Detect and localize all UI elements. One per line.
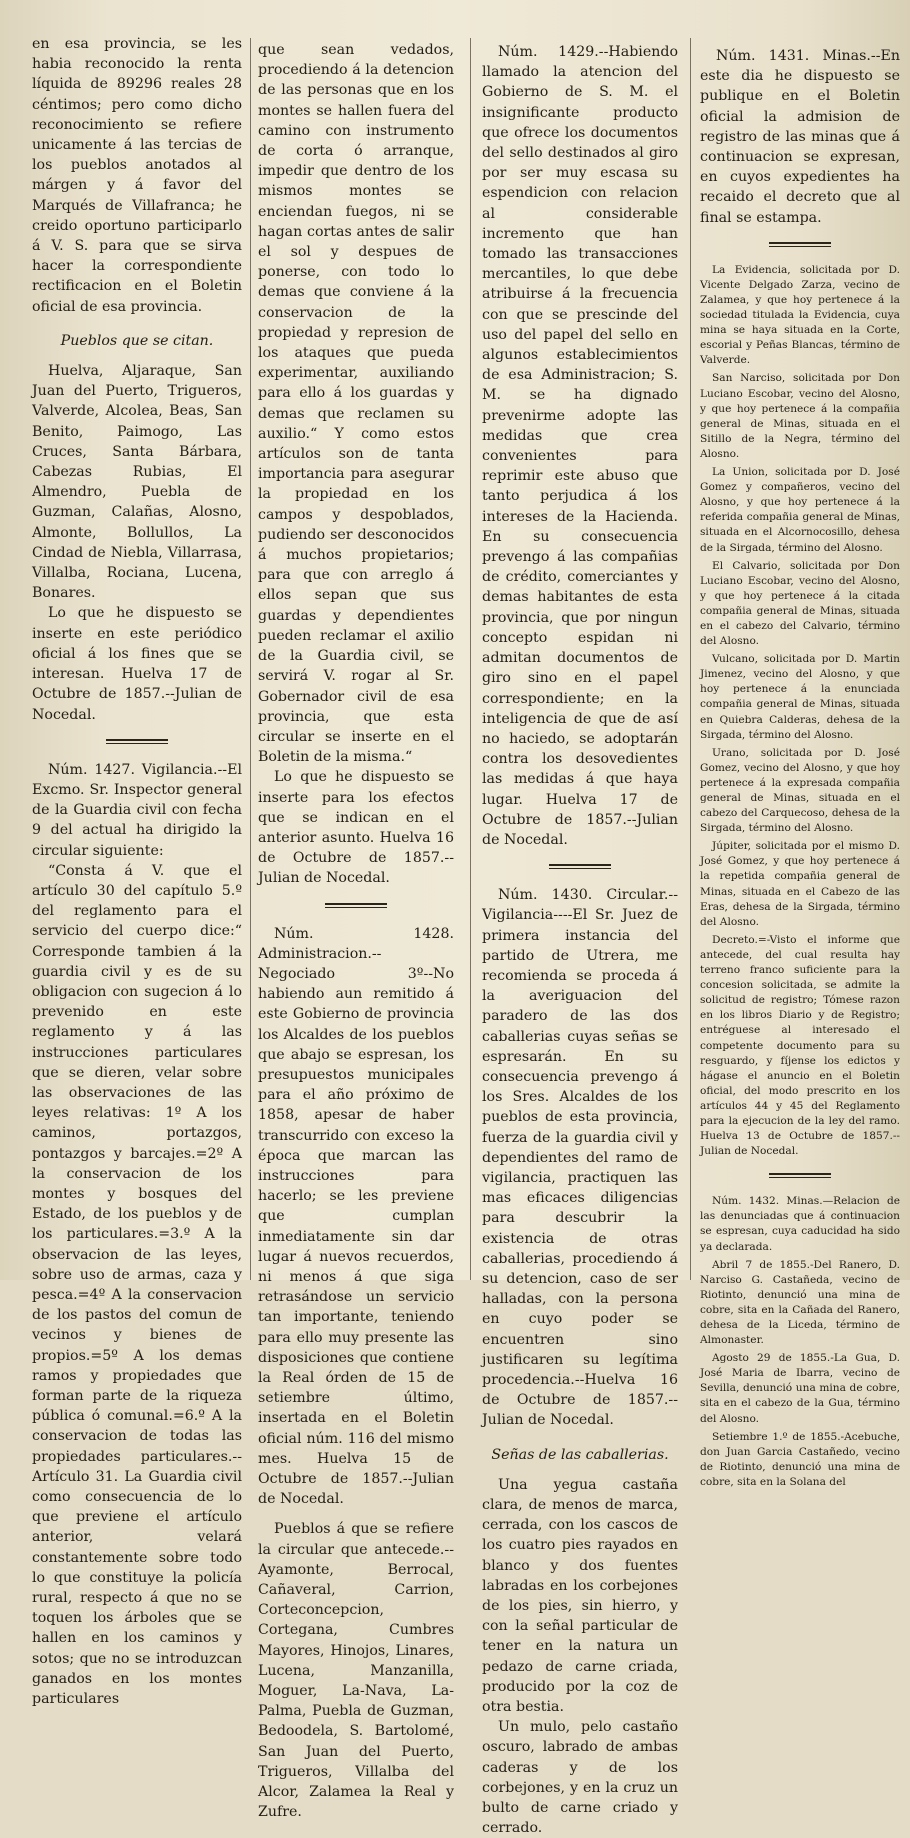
mine-entry: El Calvario, solicitada por Don Luciano Escobar, vecino del Alosno, y que hoy pertenece á la citada compañia general de Minas, situada en el cabezo del Calvario, término del Alosno.	[700, 559, 900, 648]
mine-entry: San Narciso, solicitada por Don Luciano Escobar, vecino del Alosno, y que hoy pertenece á la compañia general de Minas, situada en el Sitillo de la Negra, término del Alosno.	[700, 372, 900, 460]
article-1431-header: Núm. 1431. Minas.--En este dia he dispuesto se publique en el Boletin oficial la admision de registro de las minas que á continuacion se expresan, en cuyos expedientes ha recaido el decreto que al final se estampa.	[700, 48, 900, 226]
article-1427-header: Núm. 1427. Vigilancia.--El Excmo. Sr. Inspector general de la Guardia civil con fecha 9 del actual ha dirigido la circular siguiente:	[32, 761, 242, 859]
column-3	[482, 42, 678, 1837]
column-rule	[250, 38, 251, 1280]
mine-entry: La Evidencia, solicitada por D. Vicente Delgado Zarza, vecino de Zalamea, y que hoy pertenece á la sociedad titulada la Evidencia, cuya mina se haya situada en la Corte, escorial y Peñas Blancas, término de Valverde.	[700, 263, 900, 367]
column-rule	[690, 38, 691, 1280]
article-1427-body: “Consta á V. que el artículo 30 del capítulo 5.º del reglamento para el servicio del cuerpo dice:“ Corresponde tambien á la guardia civil y es de su obligacion con sugecion á lo prevenido en este reglamento y á las instrucciones particulares que se dieren, velar sobre las observaciones de las leyes relativas: 1º A los caminos, portazgos, pontazgos y barcajes.=2º A la conservacion de los montes y bosques del Estado, de los pueblos y de los particulares.=3.º A la observacion de las leyes, sobre uso de armas, caza y pesca.=4º A la conservacion de los pastos del comun de vecinos y bienes de propios.=5º A los demas ramos y propiedades que forman parte de la riqueza pública ó comunal.=6.º A la conservacion de todas las propiedades particulares.--Artículo 31. La Guardia civil como consecuencia de lo que previene el artículo anterior, velará constantemente sobre todo lo que constituye la policía rural, respecto á que no se toquen los árboles que se hallen en los caminos y sotos; que no se introduzcan ganados en los montes particulares	[32, 862, 242, 1708]
separator	[769, 1173, 831, 1178]
article-1430: Núm. 1430. Circular.--Vigilancia----El Sr. Juez de primera instancia del partido de Utrera, me recomienda se proceda á la averiguacion del paradero de las dos caballerias cuyas señas se espresarán. En su consecuencia prevengo á los Sres. Alcaldes de los pueblos de esta provincia, fuerza de la guardia civil y dependientes del ramo de vigilancia, practiquen las mas eficaces diligencias para descubrir la existencia de otras caballerias, procediendo á su detencion, caso de ser halladas, con la persona en cuyo poder se encuentren sino justificaren su legítima procedencia.--Huelva 16 de Octubre de 1857.--Julian de Nocedal.	[482, 887, 678, 1429]
article-1428: Núm. 1428. Administracion.--Negociado 3º--No habiendo aun remitido á este Gobierno de provincia los Alcaldes de los pueblos que abajo se espresan, los presupuestos municipales para el año próximo de 1858, apesar de haber transcurrido con exceso la época que marcan las instrucciones para hacerlo; se les previene que cumplan inmediatamente sin dar lugar á nuevos recuerdos, ni menos á que siga retrasándose un servicio tan importante, teniendo para ello muy presente las disposiciones que contiene la Real órden de 15 de setiembre último, insertada en el Boletin oficial núm. 116 del mismo mes. Huelva 15 de Octubre de 1857.--Julian de Nocedal.	[258, 925, 454, 1508]
pueblos-heading: Pueblos que se citan.	[60, 332, 214, 349]
mine-entry: La Union, solicitada por D. José Gomez y compañeros, vecino del Alosno, y que hoy pertenece á la referida compañia general de Minas, situada en el Alcornocosillo, dehesa de la Sirgada, término del Alosno.	[700, 466, 900, 554]
denuncia-entry: Agosto 29 de 1855.-La Gua, D. José Maria de Ibarra, vecino de Sevilla, denunció una mina de cobre, sita en el cabezo de la Gua, término del Alosno.	[700, 1352, 900, 1425]
separator	[325, 903, 387, 908]
mines-registry-list	[700, 263, 900, 1159]
mine-entry: Urano, solicitada por D. José Gomez, vecino del Alosno, y que hoy pertenece á la expresada compañia general de Minas, situada en el cabezo del Carquecoso, dehesa de la Sirgada, término del Alosno.	[700, 746, 900, 835]
article-1427-continuation: que sean vedados, procediendo á la detencion de las personas que en los montes se hallen fuera del camino con instrumento de corta ó arranque, impedir que dentro de los mismos montes se enciendan fuegos, ni se hagan cortas antes de salir el sol y despues de ponerse, con todo lo demas que conviene á la conservacion de la propiedad y represion de los ataques que pueda experimentar, auxiliando para ello á los guardas y demas que reclamen su auxilio.“ Y como estos artículos son de tanta importancia para asegurar la propiedad en los campos y despoblados, pudiendo ser desconocidos á muchos propietarios; para que con arreglo á ellos sepan que sus guardas y dependientes pueden reclamar el axilio de la Guardia civil, se servirá V. rogar al Sr. Gobernador civil de esa provincia, que esta circular se inserte en el Boletin de la misma.“	[258, 42, 454, 766]
article-1426-continuation: en esa provincia, se les habia reconocido la renta líquida de 89296 reales 28 céntimos; pero como dicho reconocimiento se refiere unicamente á las tercias de los pueblos anotados al márgen y á favor del Marqués de Villafranca; he creido oportuno participarlo á V. S. para que se sirva hacer la correspondiente rectificacion en el Boletin oficial de esa provincia.	[32, 36, 242, 315]
senas-heading: Señas de las caballerias.	[491, 1446, 669, 1463]
denuncia-entry: Setiembre 1.º de 1855.-Acebuche, don Juan Garcia Castañedo, vecino de Riotinto, denunció una mina de cobre, sita en la Solana del	[700, 1430, 900, 1488]
article-1428-pueblos: Pueblos á que se refiere la circular que antecede.--Ayamonte, Berrocal, Cañaveral, Carrion, Corteconcepcion, Cortegana, Cumbres Mayores, Hinojos, Linares, Lucena, Manzanilla, Moguer, La-Nava, La-Palma, Puebla de Guzman, Bedoodela, S. Bartolomé, San Juan del Puerto, Trigueros, Villalba del Alcor, Zalamea la Real y Zufre.	[258, 1521, 454, 1821]
pueblos-list: Huelva, Aljaraque, San Juan del Puerto, Trigueros, Valverde, Alcolea, Beas, San Benito, Paimogo, Las Cruces, Santa Bárbara, Cabezas Rubias, El Almendro, Puebla de Guzman, Calañas, Alosno, Almonte, Bollullos, La Cindad de Niebla, Villarrasa, Villalba, Rociana, Lucena, Bonares.	[32, 363, 242, 602]
senas-yegua: Una yegua castaña clara, de menos de marca, cerrada, con los cascos de los cuatro pies rayados en blanco y dos fuentes labradas en los corbejones de los pies, sin hierro, y con la señal particular de tener en la natura un pedazo de carne criada, producido por la coz de otra bestia.	[482, 1476, 678, 1716]
senas-mulo: Un mulo, pelo castaño oscuro, labrado de ambas caderas y de los corbejones, y en la cruz un bulto de carne criado y cerrado.	[482, 1719, 678, 1837]
column-1	[32, 34, 242, 1708]
separator	[769, 242, 831, 247]
separator	[106, 739, 168, 744]
column-2	[258, 40, 454, 1821]
decreto: Decreto.=-Visto el informe que antecede, del cual resulta hay terreno franco suficiente para la concesion solicitada, se admite la solicitud de registro; Tómese razon en los libros Diario y de Registro; entréguese al interesado el competente documento para su resguardo, y fíjense los edictos y hágase el anuncio en el Boletin oficial, del modo prescrito en los artículos 44 y 45 del Reglamento para la ejecucion de la ley del ramo. Huelva 13 de Octubre de 1857.--Julian de Nocedal.	[700, 933, 900, 1158]
article-1426-closing: Lo que he dispuesto se inserte en este periódico oficial á los fines que se interesan. Huelva 17 de Octubre de 1857.--Julian de Nocedal.	[32, 605, 242, 723]
denuncia-entry: Abril 7 de 1855.-Del Ranero, D. Narciso G. Castañeda, vecino de Riotinto, denunció una mina de cobre, sita en la Cañada del Ranero, dehesa de la Liceda, término de Almonaster.	[700, 1258, 900, 1347]
article-1427-closing: Lo que he dispuesto se inserte para los efectos que se indican en el anterior asunto. Huelva 16 de Octubre de 1857.--Julian de Nocedal.	[258, 769, 454, 887]
article-1429: Núm. 1429.--Habiendo llamado la atencion del Gobierno de S. M. el insignificante producto que ofrece los documentos del sello destinados al giro por ser muy escasa su espendicion con relacion al considerable incremento que han tomado las transacciones mercantiles, lo que debe atribuirse á la frecuencia con que se prescinde del uso del papel del sello en algunos establecimientos de esa Administracion; S. M. se ha dignado prevenirme adopte las medidas que crea convenientes para reprimir este abuso que tanto perjudica á los intereses de la Hacienda. En su consecuencia prevengo á las compañias de crédito, comerciantes y demas habitantes de esta provincia, que por ningun concepto espidan ni admitan documentos de giro sino en el papel correspondiente; en la inteligencia de que de así no haciedo, se adoptarán contra los desovedientes las medidas á que haya lugar. Huelva 17 de Octubre de 1857.--Julian de Nocedal.	[482, 44, 678, 848]
column-rule	[470, 38, 471, 1280]
mine-entry: Vulcano, solicitada por D. Martin Jimenez, vecino del Alosno, y que hoy pertenece á la enunciada compañia general de Minas, situada en Quiebra Calderas, dehesa de la Sirgada, término del Alosno.	[700, 653, 900, 741]
separator	[549, 864, 611, 869]
column-4	[700, 46, 900, 1488]
article-1432-header: Núm. 1432. Minas.—Relacion de las denunciadas que á continuacion se espresan, cuya caducidad ha sido ya declarada.	[700, 1195, 900, 1253]
mine-entry: Júpiter, solicitada por el mismo D. José Gomez, y que hoy pertenece á la repetida compañia general de Minas, situada en el Cabezo de las Eras, dehesa de la Sirgada, término del Alosno.	[700, 840, 900, 928]
mines-caducity-list	[700, 1194, 900, 1490]
